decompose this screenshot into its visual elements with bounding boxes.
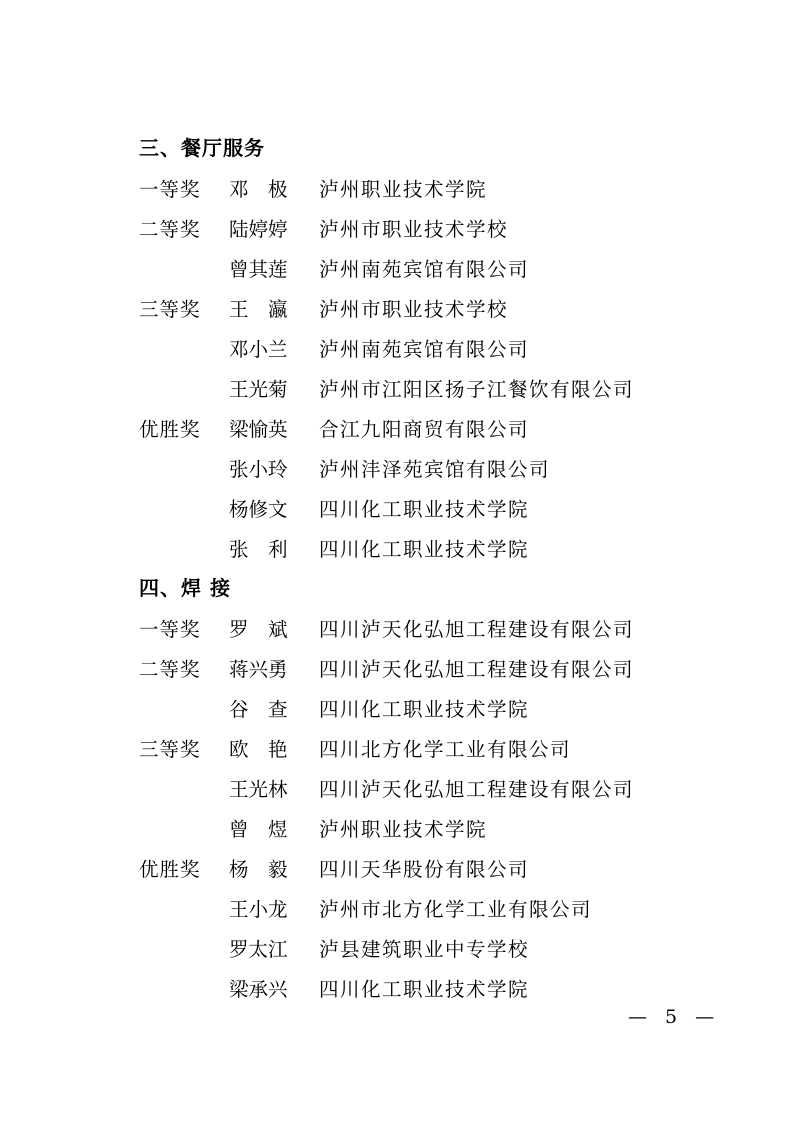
winner-name: 梁承兴 xyxy=(229,978,288,1001)
winner-name: 王小龙 xyxy=(229,898,288,921)
award-row xyxy=(0,894,793,934)
award-row xyxy=(0,414,793,454)
winner-name: 张小玲 xyxy=(229,458,288,481)
winner-organization: 四川泸天化弘旭工程建设有限公司 xyxy=(319,658,635,681)
winner-organization: 泸州市职业技术学校 xyxy=(319,298,509,321)
award-row xyxy=(0,294,793,334)
winner-organization: 泸州南苑宾馆有限公司 xyxy=(319,258,530,281)
winner-name: 邓小兰 xyxy=(229,338,288,361)
winner-name: 陆婷婷 xyxy=(229,218,288,241)
winner-name: 罗太江 xyxy=(229,938,288,961)
winner-organization: 四川北方化学工业有限公司 xyxy=(319,738,572,761)
winner-organization: 泸州市职业技术学校 xyxy=(319,218,509,241)
award-level: 三等奖 xyxy=(139,298,201,321)
award-level: 二等奖 xyxy=(139,218,201,241)
award-row xyxy=(0,174,793,214)
award-level: 优胜奖 xyxy=(139,858,201,881)
award-level: 二等奖 xyxy=(139,658,201,681)
award-row xyxy=(0,654,793,694)
award-level: 优胜奖 xyxy=(139,418,201,441)
award-row xyxy=(0,814,793,854)
award-row xyxy=(0,454,793,494)
award-row xyxy=(0,694,793,734)
page-number: — 5 — xyxy=(628,1006,721,1028)
winner-organization: 四川化工职业技术学院 xyxy=(319,498,530,521)
winner-name: 邓 极 xyxy=(229,178,288,201)
award-row xyxy=(0,334,793,374)
winner-organization: 四川化工职业技术学院 xyxy=(319,698,530,721)
award-row xyxy=(0,614,793,654)
winner-name: 蒋兴勇 xyxy=(229,658,288,681)
winner-organization: 泸县建筑职业中专学校 xyxy=(319,938,530,961)
winner-name: 罗 斌 xyxy=(229,618,288,641)
award-level: 三等奖 xyxy=(139,738,201,761)
winner-organization: 泸州职业技术学院 xyxy=(319,818,488,841)
award-row xyxy=(0,854,793,894)
winner-name: 谷 查 xyxy=(229,698,288,721)
award-row xyxy=(0,734,793,774)
winner-organization: 四川化工职业技术学院 xyxy=(319,978,530,1001)
award-row xyxy=(0,374,793,414)
winner-name: 张 利 xyxy=(229,538,288,561)
section-title-welding: 四、焊 接 xyxy=(139,576,231,600)
winner-name: 王 瀛 xyxy=(229,298,288,321)
winner-name: 欧 艳 xyxy=(229,738,288,761)
award-level: 一等奖 xyxy=(139,618,201,641)
winner-name: 曾其莲 xyxy=(229,258,288,281)
winner-organization: 四川天华股份有限公司 xyxy=(319,858,530,881)
winner-organization: 合江九阳商贸有限公司 xyxy=(319,418,530,441)
award-row xyxy=(0,534,793,574)
winner-organization: 泸州职业技术学院 xyxy=(319,178,488,201)
award-level: 一等奖 xyxy=(139,178,201,201)
winner-organization: 泸州沣泽苑宾馆有限公司 xyxy=(319,458,551,481)
winner-organization: 泸州市江阳区扬子江餐饮有限公司 xyxy=(319,378,635,401)
award-row xyxy=(0,254,793,294)
winner-organization: 四川泸天化弘旭工程建设有限公司 xyxy=(319,778,635,801)
winner-organization: 泸州市北方化学工业有限公司 xyxy=(319,898,593,921)
winner-organization: 四川泸天化弘旭工程建设有限公司 xyxy=(319,618,635,641)
winner-name: 曾 煜 xyxy=(229,818,288,841)
winner-name: 王光菊 xyxy=(229,378,288,401)
award-row xyxy=(0,214,793,254)
winner-name: 王光林 xyxy=(229,778,288,801)
award-row xyxy=(0,494,793,534)
section-title-restaurant-service: 三、餐厅服务 xyxy=(139,136,265,160)
award-row xyxy=(0,774,793,814)
winner-name: 梁愉英 xyxy=(229,418,288,441)
winner-organization: 四川化工职业技术学院 xyxy=(319,538,530,561)
winner-name: 杨 毅 xyxy=(229,858,288,881)
winner-organization: 泸州南苑宾馆有限公司 xyxy=(319,338,530,361)
winner-name: 杨修文 xyxy=(229,498,288,521)
award-row xyxy=(0,934,793,974)
